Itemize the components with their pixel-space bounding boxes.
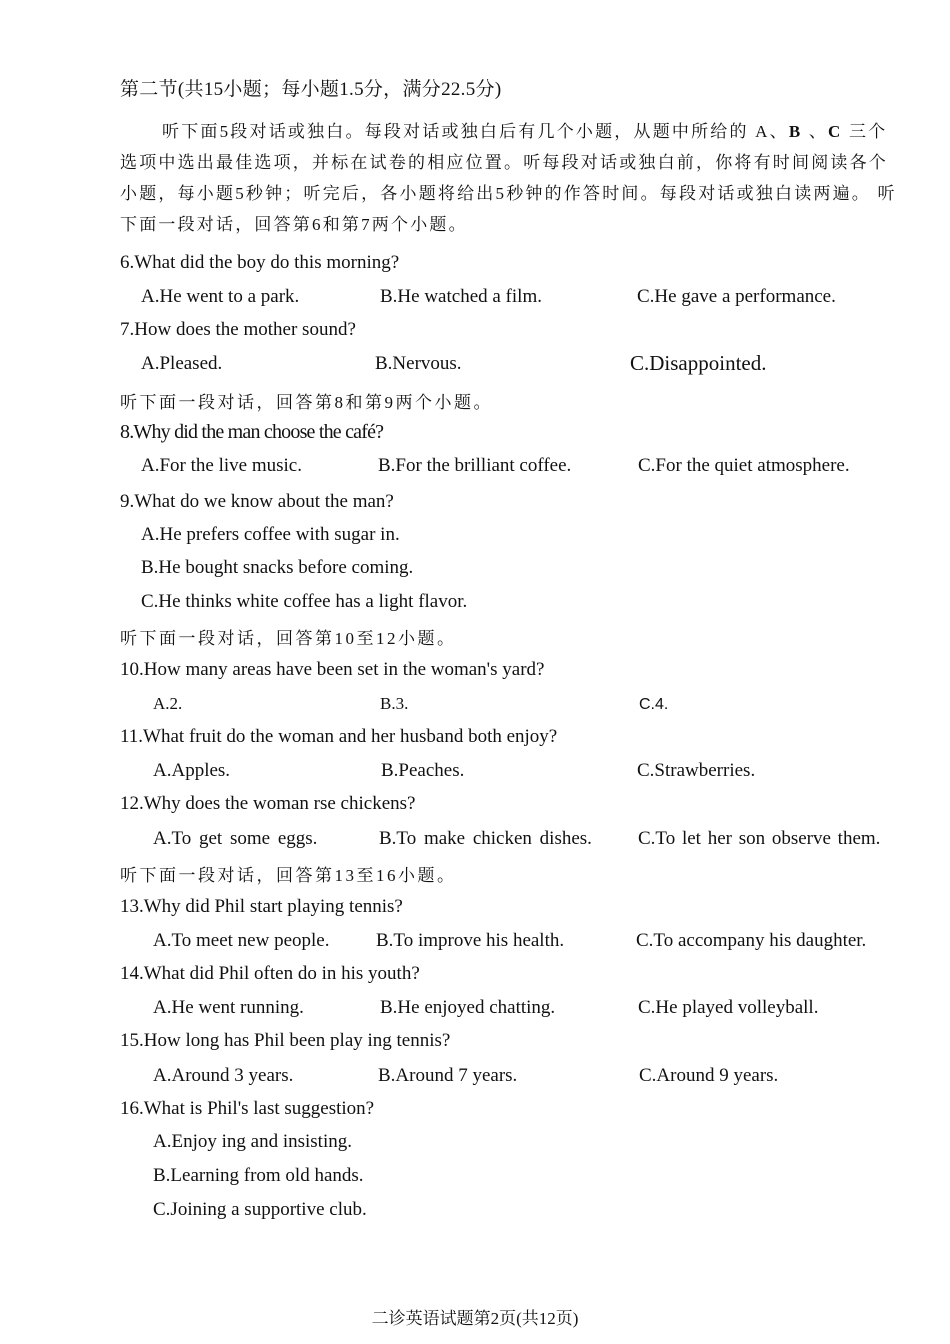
question-12: 12.Why does the woman rse chickens? bbox=[120, 793, 416, 814]
q9-option-b: B.He bought snacks before coming. bbox=[141, 557, 414, 578]
q6-option-b: B.He watched a film. bbox=[380, 286, 542, 307]
q15-option-c: C.Around 9 years. bbox=[639, 1065, 779, 1086]
q7-option-a: A.Pleased. bbox=[141, 353, 223, 374]
q8-option-c: C.For the quiet atmosphere. bbox=[638, 455, 850, 476]
q12-option-c: C.To let her son observe them. bbox=[638, 828, 881, 849]
q15-option-a: A.Around 3 years. bbox=[153, 1065, 294, 1086]
question-6: 6.What did the boy do this morning? bbox=[120, 252, 400, 273]
q13-option-b: B.To improve his health. bbox=[376, 930, 565, 951]
q10-option-b: B.3. bbox=[380, 694, 409, 713]
q14-option-b: B.He enjoyed chatting. bbox=[380, 997, 556, 1018]
q10-option-c: C.4. bbox=[639, 696, 669, 713]
intro-option-c: C bbox=[828, 122, 843, 141]
question-13: 13.Why did Phil start playing tennis? bbox=[120, 896, 403, 917]
intro-text-1: 听下面5段对话或独白。每段对话或独白后有几个小题，从题中所给的 A、 bbox=[162, 122, 789, 141]
q9-option-c: C.He thinks white coffee has a light flavor. bbox=[141, 591, 468, 612]
page-footer: 二诊英语试题第2页(共12页) bbox=[371, 1309, 579, 1328]
q16-option-b: B.Learning from old hands. bbox=[153, 1165, 364, 1186]
question-15: 15.How long has Phil been play ing tennis? bbox=[120, 1030, 451, 1051]
q9-option-a: A.He prefers coffee with sugar in. bbox=[141, 524, 400, 545]
q13-option-c: C.To accompany his daughter. bbox=[636, 930, 867, 951]
intro-option-b: B bbox=[788, 122, 803, 141]
q16-option-a: A.Enjoy ing and insisting. bbox=[153, 1131, 352, 1152]
q10-option-a: A.2. bbox=[153, 694, 183, 713]
q13-option-a: A.To meet new people. bbox=[153, 930, 330, 951]
q8-option-b: B.For the brilliant coffee. bbox=[378, 455, 572, 476]
q14-option-c: C.He played volleyball. bbox=[638, 997, 819, 1018]
question-9: 9.What do we know about the man? bbox=[120, 491, 394, 512]
q6-option-a: A.He went to a park. bbox=[141, 286, 300, 307]
instruction-13-16: 听下面一段对话，回答第13至16小题。 bbox=[120, 866, 457, 885]
q8-option-a: A.For the live music. bbox=[141, 455, 302, 476]
question-10: 10.How many areas have been set in the woman's yard? bbox=[120, 659, 545, 680]
q7-option-c: C.Disappointed. bbox=[630, 351, 767, 375]
question-7: 7.How does the mother sound? bbox=[120, 319, 356, 340]
q16-option-c: C.Joining a supportive club. bbox=[153, 1199, 367, 1220]
question-16: 16.What is Phil's last suggestion? bbox=[120, 1098, 375, 1119]
intro-text-2: 三个 选项中选出最佳选项，并标在试卷的相应位置。听每段对话或独白前，你将有时间阅读各个 小题，每小题5秒钟；听完后，各小题将给出5秒钟的作答时间。每段对话或独白读两遍。 听下面一段对话，回答第6和第7两个小题。 bbox=[120, 122, 897, 234]
q14-option-a: A.He went running. bbox=[153, 997, 304, 1018]
q6-option-c: C.He gave a performance. bbox=[637, 286, 836, 307]
instruction-10-12: 听下面一段对话，回答第10至12小题。 bbox=[120, 629, 457, 648]
q15-option-b: B.Around 7 years. bbox=[378, 1065, 518, 1086]
q11-option-a: A.Apples. bbox=[153, 760, 231, 781]
question-14: 14.What did Phil often do in his youth? bbox=[120, 963, 420, 984]
q7-option-b: B.Nervous. bbox=[375, 353, 462, 374]
question-8: 8.Why did the man choose the café? bbox=[120, 421, 384, 443]
instruction-8-9: 听下面一段对话，回答第8和第9两个小题。 bbox=[120, 393, 493, 412]
question-11: 11.What fruit do the woman and her husband both enjoy? bbox=[120, 726, 558, 747]
q11-option-c: C.Strawberries. bbox=[637, 760, 756, 781]
intro-paragraph bbox=[120, 116, 900, 240]
section-title: 第二节(共15小题；每小题1.5分，满分22.5分) bbox=[120, 79, 502, 100]
q11-option-b: B.Peaches. bbox=[381, 760, 465, 781]
q12-option-b: B.To make chicken dishes. bbox=[379, 828, 592, 849]
q12-option-a: A.To get some eggs. bbox=[153, 828, 318, 849]
intro-separator: 、 bbox=[802, 122, 829, 141]
